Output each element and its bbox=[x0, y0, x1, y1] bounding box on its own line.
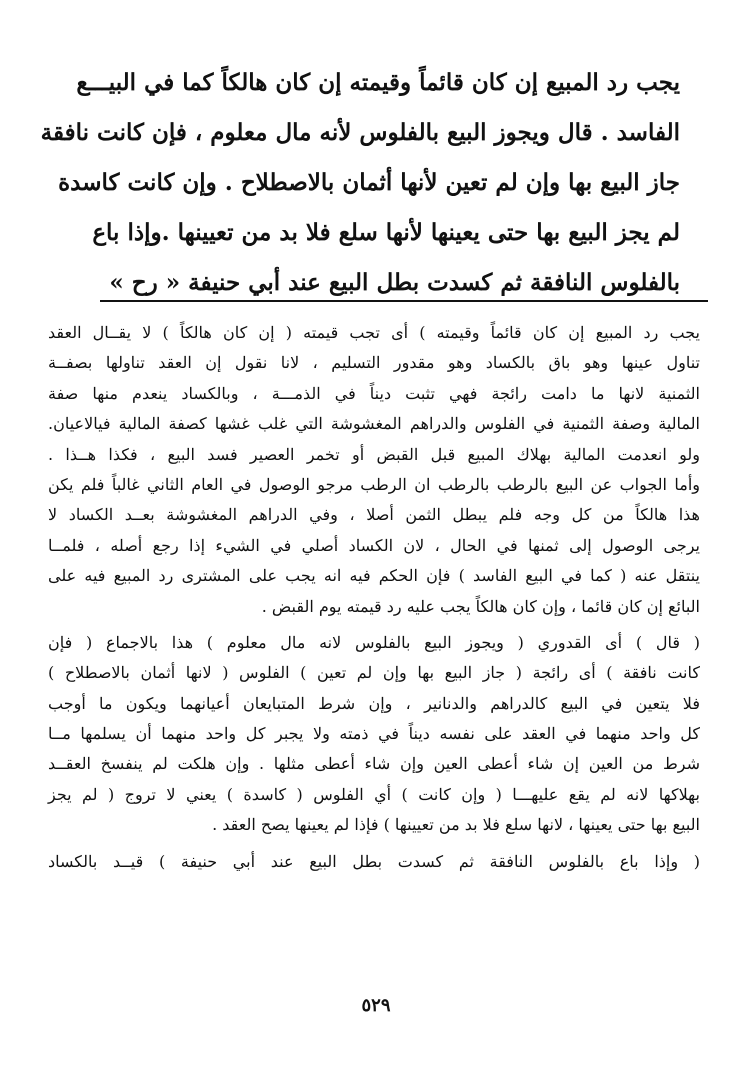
commentary-line: ( قال ) أى القدوري ( ويجوز البيع بالفلوس لانه مال معلوم ) هذا بالاجماع ( فإن bbox=[48, 632, 700, 652]
separator-rule bbox=[100, 300, 708, 302]
commentary-line: كانت نافقة ) أى رائجة ( جاز البيع بها وإن لم تعين ) الفلوس ( لانها أثمان بالاصطلاح ) bbox=[48, 663, 700, 683]
commentary-line: كل واحد منهما في العقد على نفسه ديناً في ذمته ولا يجبر كل واحد منهما أن يسلمها مــا bbox=[48, 724, 700, 744]
commentary-paragraph-1 bbox=[48, 318, 700, 622]
commentary-line: ولو انعدمت المالية بهلاك المبيع قبل القبض أو تخمر العصير فسد البيع ، فكذا هــذا . bbox=[48, 444, 700, 464]
commentary-line: البيع بها حتى يعينها ، لانها سلع فلا بد من تعيينها ) فإذا لم يعينها يصح العقد . bbox=[212, 815, 700, 835]
commentary-line: هذا هالكاً من كل وجه فلم يبطل الثمن أصلا ، وفي الدراهم المغشوشة بعــد الكساد لا bbox=[48, 505, 700, 525]
commentary-line: بهلاكها لانه لم يقع عليهـــا ( وإن كانت ) أي الفلوس ( كاسدة ) يعني لا تروج ( لم يجز bbox=[48, 784, 700, 804]
commentary-line: تناول عينها وهو باق بالكساد وهو مقدور التسليم ، لانا نقول إن العقد تناولها بصفــة bbox=[48, 353, 700, 373]
commentary-line: فلا يتعين في البيع كالدراهم والدنانير ، وإن شرط المتبايعان أعيانهما ويكون ما أوجب bbox=[48, 693, 700, 713]
main-text-block bbox=[40, 58, 680, 308]
commentary-line: ( وإذا باع بالفلوس النافقة ثم كسدت بطل البيع عند أبي حنيفة ) قيــد بالكساد bbox=[48, 851, 700, 871]
commentary-line: شرط من العين إن شاء أعطى العين وإن شاء أعطى مثلها . وإن هلكت لم ينفسخ العقــد bbox=[48, 754, 700, 774]
commentary-line: يرجى الوصول إلى ثمنها في الحال ، لان الكساد أصلي في الشيء إذا رجع أصله ، فلمــا bbox=[48, 535, 700, 555]
commentary-line: المالية وصفة الثمنية في الفلوس والدراهم المغشوشة التي غلب غشها كصفة المالية فيالاعيان. bbox=[48, 414, 700, 434]
commentary-paragraph-2 bbox=[48, 628, 700, 841]
commentary-line: الثمنية لانها ما دامت رائجة فهي تثبت ديناً في الذمـــة ، وبالكساد ينعدم منها صفة bbox=[48, 383, 701, 403]
commentary-block bbox=[48, 318, 700, 877]
main-text-line: يجب رد المبيع إن كان قائماً وقيمته إن كان هالكاً كما في البيـــع bbox=[76, 69, 680, 96]
commentary-paragraph-3 bbox=[48, 847, 700, 877]
main-text-line: بالفلوس النافقة ثم كسدت بطل البيع عند أبي حنيفة « رح » bbox=[109, 269, 680, 296]
main-text-line: جاز البيع بها وإن لم تعين لأنها أثمان بالاصطلاح . وإن كانت كاسدة bbox=[58, 169, 680, 196]
page-number: ٥٢٩ bbox=[361, 995, 391, 1016]
commentary-line: وأما الجواب عن البيع بالرطب بالرطب ان الرطب مرجو الوصول في العام الثاني غالباً فلم يكن bbox=[48, 474, 701, 494]
main-text-line: لم يجز البيع بها حتى يعينها لأنها سلع فلا بد من تعيينها .وإذا باع bbox=[92, 219, 680, 246]
commentary-line: ينتقل عنه ( كما في البيع الفاسد ) فإن الحكم فيه انه يجب على المشترى رد المبيع فيه على bbox=[48, 566, 700, 586]
main-text-line: الفاسد . قال ويجوز البيع بالفلوس لأنه مال معلوم ، فإن كانت نافقة bbox=[40, 119, 680, 146]
commentary-line: البائع إن كان قائما ، وإن كان هالكاً يجب عليه رد قيمته يوم القبض . bbox=[261, 596, 700, 616]
commentary-line: يجب رد المبيع إن كان قائماً وقيمته ) أى تجب قيمته ( إن كان هالكاً ) لا يقــال العقد bbox=[48, 323, 700, 342]
